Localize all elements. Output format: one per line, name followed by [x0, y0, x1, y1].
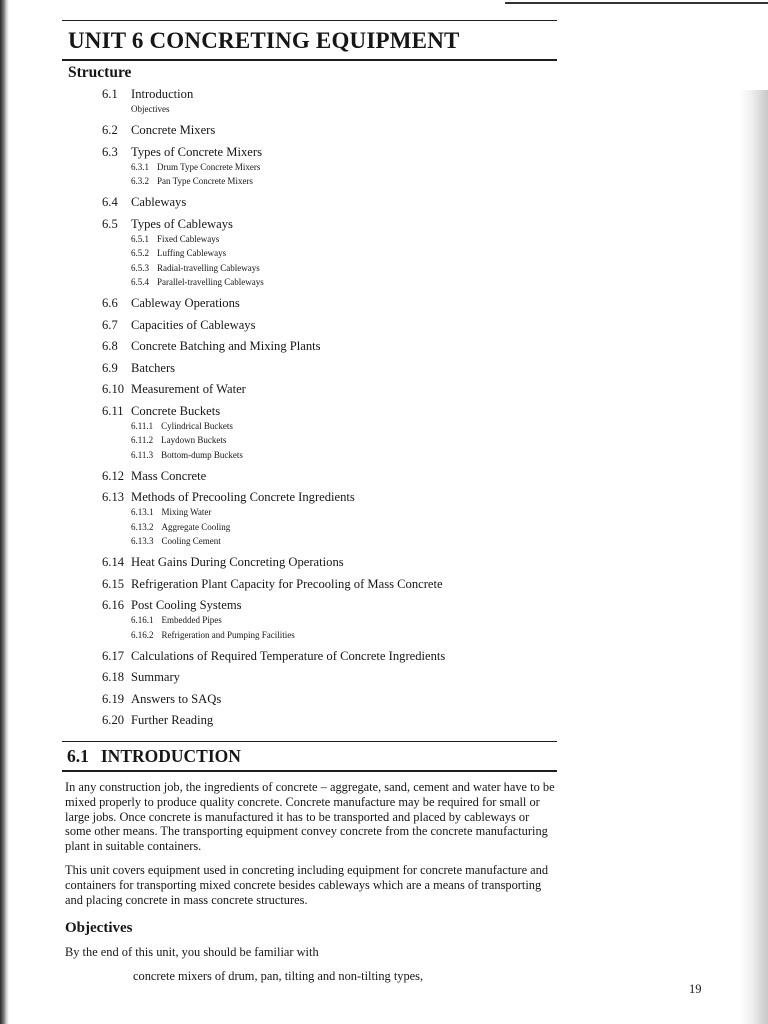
toc-subentry [131, 102, 572, 117]
toc-entry-number: 6.20 [102, 713, 125, 727]
toc-entry-number: 6.17 [102, 648, 125, 663]
toc-subentry [131, 419, 572, 434]
toc-subentry [131, 448, 572, 463]
toc-entry-number: 6.7 [102, 317, 118, 332]
toc-entry-title: Capacities of Cableways [131, 317, 256, 332]
toc-subentry-title: Radial-travelling Cableways [157, 262, 260, 273]
toc-entry [102, 577, 572, 592]
toc-entry [102, 145, 572, 160]
toc-subentry-number: 6.13.2 [131, 521, 154, 532]
toc-entry-number: 6.9 [102, 360, 118, 375]
toc-entry-title: Concrete Batching and Mixing Plants [131, 339, 321, 353]
toc-subentry [131, 275, 572, 290]
toc-subentry-number: 6.5.4 [131, 277, 149, 287]
toc-subentry-number: 6.13.1 [131, 507, 154, 517]
section-number: 6.1 [67, 746, 89, 766]
toc-subentry [131, 534, 572, 549]
toc-entry-title: Concrete Mixers [131, 123, 216, 137]
toc-entry-title: Cableway Operations [131, 296, 240, 310]
unit-title: UNIT 6 CONCRETING EQUIPMENT [68, 28, 460, 53]
toc-subentry-number: 6.5.3 [131, 262, 149, 273]
toc-subentry [131, 505, 572, 520]
toc-entry [102, 296, 572, 311]
toc-subentry-title: Aggregate Cooling [161, 521, 231, 532]
toc-subentry [131, 520, 572, 535]
toc-subentry-number: 6.5.1 [131, 233, 149, 244]
toc-subentry-title: Fixed Cableways [157, 233, 220, 244]
toc-subentry-title: Cylindrical Buckets [161, 420, 233, 431]
toc-entry-number: 6.8 [102, 339, 118, 353]
scan-edge-right [740, 90, 768, 1024]
toc-entry-title: Measurement of Water [131, 382, 246, 396]
toc-subentry [131, 628, 572, 643]
toc-subentry-title: Mixing Water [161, 507, 212, 517]
toc-entry-number: 6.13 [102, 490, 125, 504]
toc-subentry-title: Drum Type Concrete Mixers [157, 161, 261, 172]
toc-subentry-number: 6.16.1 [131, 615, 154, 625]
objectives-intro: By the end of this unit, you should be familiar with [65, 945, 319, 959]
toc-subentry-number: 6.3.2 [131, 176, 149, 186]
toc-entry [102, 598, 572, 613]
toc-subentry-title: Cooling Cement [161, 536, 221, 546]
toc-subentry [131, 613, 572, 628]
top-rule [505, 2, 768, 4]
toc-entry-title: Types of Cableways [131, 216, 233, 231]
toc-subentry-number: 6.16.2 [131, 629, 154, 640]
toc-subentry-number: 6.11.3 [131, 449, 154, 460]
toc-subentry-title: Refrigeration and Pumping Facilities [161, 629, 295, 640]
toc-entry-number: 6.16 [102, 598, 125, 612]
toc-entry-title: Refrigeration Plant Capacity for Precooling of Mass Concrete [131, 576, 443, 591]
title-rule-bottom [62, 59, 557, 61]
toc-entry-title: Mass Concrete [131, 468, 207, 483]
toc-entry-title: Batchers [131, 360, 176, 375]
toc-entry [102, 692, 572, 707]
toc-entry [102, 318, 572, 333]
toc-entry-number: 6.19 [102, 691, 125, 706]
toc-subentry-title: Parallel-travelling Cableways [157, 277, 264, 287]
toc-entry-title: Concrete Buckets [131, 403, 221, 418]
section-rule-top [62, 741, 557, 742]
toc-entry-title: Answers to SAQs [131, 691, 222, 706]
intro-paragraph-2: This unit covers equipment used in concreting including equipment for concrete manufacture and containers for transporting mixed concrete besides cableways which are a means of transporting and placing concrete in mass concrete structures. [65, 863, 549, 907]
toc-entry [102, 361, 572, 376]
toc-entry [102, 404, 572, 419]
toc-entry-title: Further Reading [131, 713, 214, 727]
section-title: INTRODUCTION [100, 746, 241, 766]
toc-entry-number: 6.18 [102, 670, 125, 684]
toc-entry [102, 339, 572, 354]
toc-entry-title: Introduction [131, 87, 194, 101]
toc-subentry-title: Bottom-dump Buckets [161, 449, 243, 460]
toc-entry-title: Heat Gains During Concreting Operations [131, 555, 344, 569]
toc-subentry-number: 6.3.1 [131, 161, 149, 172]
objectives-item: concrete mixers of drum, pan, tilting and non-tilting types, [133, 969, 424, 983]
toc-entry-title: Cableways [131, 195, 187, 209]
toc-entry [102, 217, 572, 232]
toc-entry-number: 6.12 [102, 468, 125, 483]
toc-entry [102, 123, 572, 138]
toc-entry-number: 6.14 [102, 555, 125, 569]
toc-subentry-title: Luffing Cableways [157, 248, 227, 258]
toc-entry-number: 6.10 [102, 382, 125, 396]
toc-subentry [131, 160, 572, 175]
table-of-contents [102, 87, 572, 728]
toc-subentry-title: Pan Type Concrete Mixers [157, 176, 253, 186]
toc-entry [102, 195, 572, 210]
toc-subentry-number: 6.13.3 [131, 536, 154, 546]
title-rule-top [62, 20, 557, 21]
toc-subentry [131, 174, 572, 189]
page-number: 19 [689, 982, 702, 996]
toc-entry [102, 490, 572, 505]
toc-entry [102, 555, 572, 570]
toc-subentry-number: 6.11.2 [131, 435, 154, 445]
toc-subentry [131, 433, 572, 448]
toc-subentry-number: 6.5.2 [131, 248, 149, 258]
toc-entry-number: 6.6 [102, 296, 118, 310]
toc-entry [102, 382, 572, 397]
toc-entry-title: Types of Concrete Mixers [131, 144, 262, 159]
toc-entry-number: 6.2 [102, 123, 118, 137]
objectives-heading: Objectives [65, 920, 133, 936]
toc-entry [102, 670, 572, 685]
section-heading [67, 746, 241, 767]
intro-paragraph-1: In any construction job, the ingredients of concrete – aggregate, sand, cement and water have to be mixed properly to produce quality concrete. Concrete manufacture may be required for small or large jobs. Once concrete is manufactured it has to be transported and placed by cableways or some other means. The transporting equipment convey concrete from the concrete manufacturing plant in suitable containers. [65, 780, 555, 854]
toc-entry-number: 6.4 [102, 195, 118, 209]
toc-entry-title: Post Cooling Systems [131, 598, 242, 612]
toc-subentry [131, 246, 572, 261]
toc-subentry [131, 261, 572, 276]
toc-subentry-title: Embedded Pipes [161, 615, 222, 625]
toc-entry-title: Summary [131, 670, 180, 684]
toc-entry-number: 6.15 [102, 576, 125, 591]
toc-entry-number: 6.3 [102, 144, 118, 159]
toc-subentry-title: Laydown Buckets [161, 435, 227, 445]
toc-entry-title: Calculations of Required Temperature of Concrete Ingredients [131, 648, 446, 663]
toc-entry [102, 649, 572, 664]
toc-entry-title: Methods of Precooling Concrete Ingredients [131, 490, 355, 504]
toc-subentry-number: 6.11.1 [131, 420, 154, 431]
toc-entry [102, 713, 572, 728]
toc-subentry [131, 232, 572, 247]
toc-subentry-title: Objectives [131, 104, 170, 114]
scan-edge-left [0, 0, 9, 1024]
toc-entry-number: 6.11 [102, 403, 124, 418]
toc-entry [102, 469, 572, 484]
toc-entry [102, 87, 572, 102]
toc-entry-number: 6.5 [102, 216, 118, 231]
section-rule-bottom [62, 770, 557, 772]
structure-heading: Structure [68, 64, 132, 81]
toc-entry-number: 6.1 [102, 87, 118, 101]
